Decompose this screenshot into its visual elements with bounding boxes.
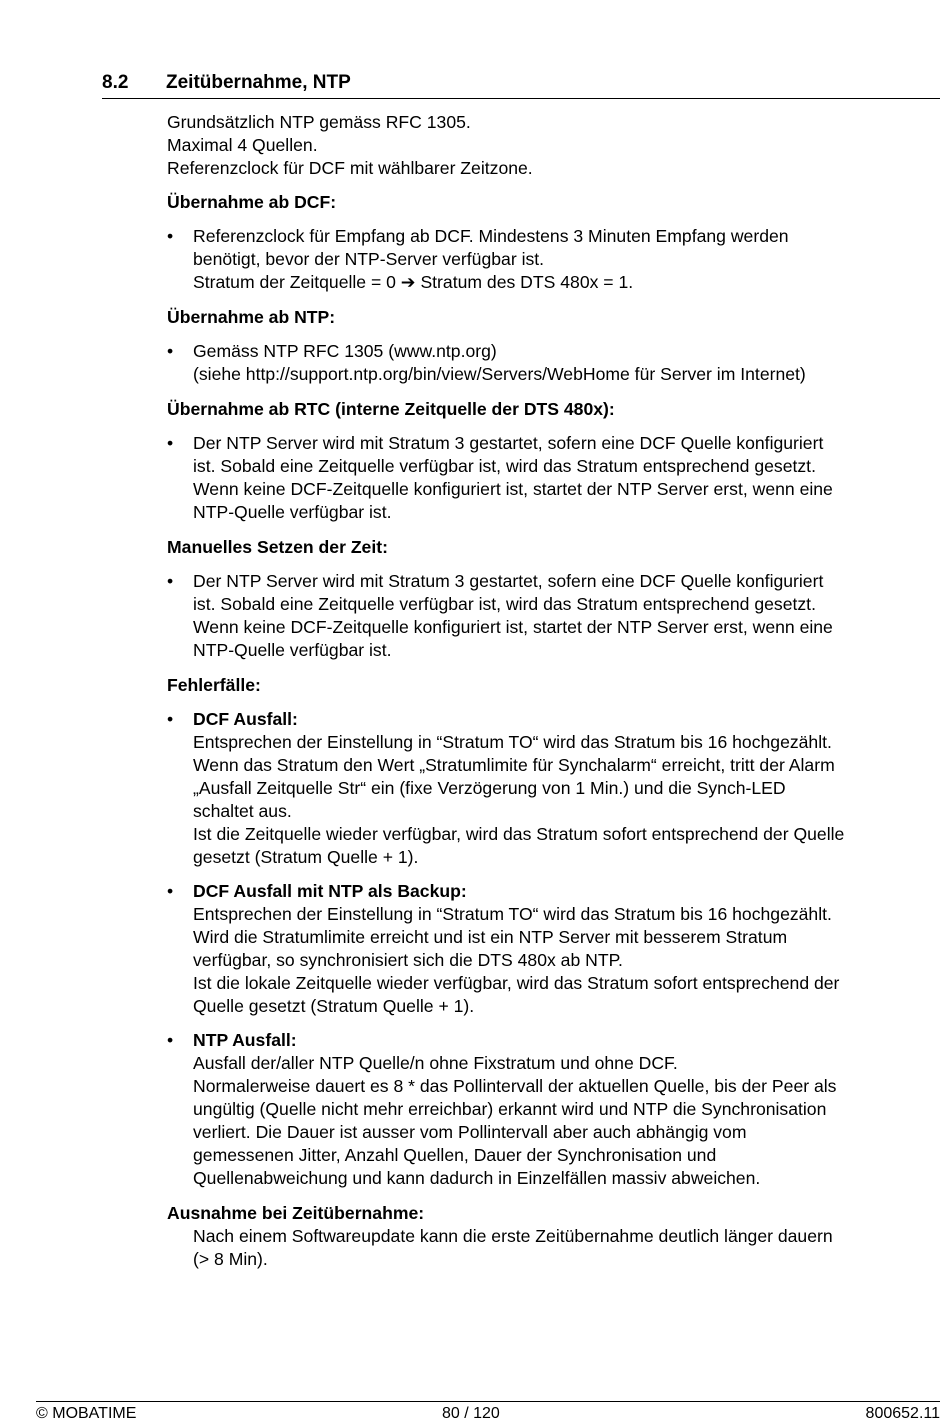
bullet-line: Der NTP Server wird mit Stratum 3 gestartet, sofern eine DCF Quelle konfiguriert [193,433,824,453]
intro-line: Grundsätzlich NTP gemäss RFC 1305. [167,112,471,132]
bullet-marker: • [167,433,174,453]
intro-paragraph [167,111,937,180]
bullet-line: Quelle gesetzt (Stratum Quelle + 1). [193,996,475,1016]
bullet-marker: • [167,341,174,361]
bullet-line: Ist die Zeitquelle wieder verfügbar, wird das Stratum sofort entsprechend der Quelle [193,824,845,844]
bullet-line: Stratum der Zeitquelle = 0 ➔ Stratum des DTS 480x = 1. [193,272,634,292]
bullet-title: DCF Ausfall: [193,709,298,729]
bullet-line: Wenn keine DCF-Zeitquelle konfiguriert ist, startet der NTP Server erst, wenn eine [193,479,833,499]
bullet-line: Entsprechen der Einstellung in “Stratum TO“ wird das Stratum bis 16 hochgezählt. [193,904,832,924]
bullet-marker: • [167,1030,174,1050]
bullet-line: ist. Sobald eine Zeitquelle verfügbar ist, wird das Stratum entsprechend gesetzt. [193,594,816,614]
dcf-backup-bullet [167,880,937,1018]
bullet-line: NTP-Quelle verfügbar ist. [193,640,392,660]
manual-heading: Manuelles Setzen der Zeit: [167,537,388,557]
dcf-heading: Übernahme ab DCF: [167,192,337,212]
bullet-line: „Ausfall Zeitquelle Str“ ein (fixe Verzögerung von 1 Min.) und die Synch-LED [193,778,786,798]
exception-paragraph [167,1225,937,1271]
errors-heading: Fehlerfälle: [167,675,261,695]
bullet-title: NTP Ausfall: [193,1030,297,1050]
bullet-line: Ist die lokale Zeitquelle wieder verfügbar, wird das Stratum sofort entsprechend der [193,973,840,993]
bullet-marker: • [167,881,174,901]
footer-page-number: 80 / 120 [442,1405,500,1422]
bullet-line: Wenn das Stratum den Wert „Stratumlimite für Synchalarm“ erreicht, tritt der Alarm [193,755,835,775]
section-number: 8.2 [102,72,129,93]
rtc-heading: Übernahme ab RTC (interne Zeitquelle der DTS 480x): [167,399,615,419]
bullet-line: gesetzt (Stratum Quelle + 1). [193,847,419,867]
bullet-line: Entsprechen der Einstellung in “Stratum TO“ wird das Stratum bis 16 hochgezählt. [193,732,832,752]
page-footer [36,1401,940,1425]
ntp-failure-bullet [167,1029,937,1190]
dcf-bullet [167,225,937,294]
exception-line: (> 8 Min). [193,1249,268,1269]
bullet-marker: • [167,709,174,729]
footer-document-id: 800652.11 [865,1405,940,1422]
bullet-line: Referenzclock für Empfang ab DCF. Mindestens 3 Minuten Empfang werden [193,226,789,246]
bullet-line: schaltet aus. [193,801,292,821]
section-header [102,72,940,99]
bullet-line: Gemäss NTP RFC 1305 (www.ntp.org) [193,341,497,361]
ntp-bullet [167,340,937,386]
manual-bullet [167,570,937,662]
bullet-line: (siehe http://support.ntp.org/bin/view/Servers/WebHome für Server im Internet) [193,364,806,384]
bullet-line: ungültig (Quelle nicht mehr erreichbar) erkannt wird und NTP die Synchronisation [193,1099,827,1119]
bullet-line: Ausfall der/aller NTP Quelle/n ohne Fixstratum und ohne DCF. [193,1053,678,1073]
section-body [167,111,937,1271]
dcf-failure-bullet [167,708,937,869]
bullet-line: Wird die Stratumlimite erreicht und ist ein NTP Server mit besserem Stratum [193,927,788,947]
bullet-marker: • [167,226,174,246]
bullet-line: verfügbar, so synchronisiert sich die DTS 480x ab NTP. [193,950,623,970]
bullet-line: Normalerweise dauert es 8 * das Pollintervall der aktuellen Quelle, bis der Peer als [193,1076,837,1096]
intro-line: Referenzclock für DCF mit wählbarer Zeitzone. [167,158,533,178]
rtc-bullet [167,432,937,524]
bullet-line: ist. Sobald eine Zeitquelle verfügbar ist, wird das Stratum entsprechend gesetzt. [193,456,816,476]
section-title: Zeitübernahme, NTP [166,72,351,93]
footer-copyright: © MOBATIME [36,1405,137,1422]
bullet-line: benötigt, bevor der NTP-Server verfügbar ist. [193,249,545,269]
bullet-line: Der NTP Server wird mit Stratum 3 gestartet, sofern eine DCF Quelle konfiguriert [193,571,824,591]
bullet-line: gemessenen Jitter, Anzahl Quellen, Dauer der Synchronisation und [193,1145,717,1165]
bullet-line: verliert. Die Dauer ist ausser vom Pollintervall aber auch abhängig vom [193,1122,747,1142]
intro-line: Maximal 4 Quellen. [167,135,318,155]
ntp-heading: Übernahme ab NTP: [167,307,336,327]
bullet-title: DCF Ausfall mit NTP als Backup: [193,881,467,901]
bullet-line: Wenn keine DCF-Zeitquelle konfiguriert ist, startet der NTP Server erst, wenn eine [193,617,833,637]
bullet-marker: • [167,571,174,591]
bullet-line: NTP-Quelle verfügbar ist. [193,502,392,522]
bullet-line: Quellenabweichung und kann dadurch in Einzelfällen massiv abweichen. [193,1168,761,1188]
exception-line: Nach einem Softwareupdate kann die erste Zeitübernahme deutlich länger dauern [193,1226,833,1246]
exception-heading: Ausnahme bei Zeitübernahme: [167,1203,425,1223]
